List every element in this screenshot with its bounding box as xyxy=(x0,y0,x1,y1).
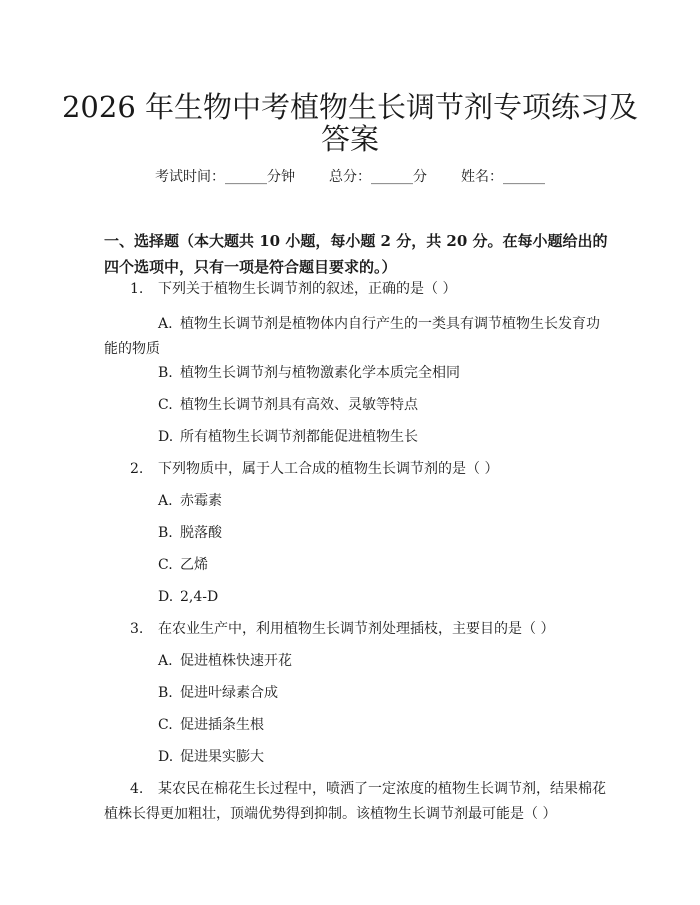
question-2-option-c xyxy=(104,553,612,578)
question-3-option-a xyxy=(104,649,612,674)
question-text: 下列关于植物生长调节剂的叙述，正确的是（ ） xyxy=(158,281,457,297)
option-letter: A. xyxy=(158,316,173,332)
option-text: 乙烯 xyxy=(180,557,208,573)
document-title-line-1: 2026 年生物中考植物生长调节剂专项练习及 xyxy=(61,90,639,124)
option-text: 促进叶绿素合成 xyxy=(180,685,278,701)
section-header-multiple-choice: 一、选择题（本大题共 10 小题，每小题 2 分，共 20 分。在每小题给出的四个选项中，只有一项是符合题目要求的。） xyxy=(104,232,608,276)
option-letter: B. xyxy=(158,365,173,381)
document-title-line-2: 答案 xyxy=(320,122,379,156)
option-letter: C. xyxy=(158,397,173,413)
option-letter: D. xyxy=(158,429,174,445)
option-text: 所有植物生长调节剂都能促进植物生长 xyxy=(180,429,418,445)
question-text: 在农业生产中，利用植物生长调节剂处理插枝，主要目的是（ ） xyxy=(158,621,555,637)
option-letter: C. xyxy=(158,717,173,733)
option-letter: A. xyxy=(158,493,173,509)
option-text: 2,4-D xyxy=(180,589,219,605)
option-letter: B. xyxy=(158,525,173,541)
option-letter: A. xyxy=(158,653,173,669)
option-text: 赤霉素 xyxy=(180,493,222,509)
question-1-option-c xyxy=(104,393,612,418)
exam-meta-row xyxy=(0,167,700,187)
option-text: 脱落酸 xyxy=(180,525,222,541)
question-1-option-a xyxy=(104,312,612,362)
total-score-field: 总分：______分 xyxy=(329,169,427,185)
question-3-option-c xyxy=(104,713,612,738)
question-3-option-d xyxy=(104,745,612,770)
question-number: 2. xyxy=(130,461,144,477)
option-letter: D. xyxy=(158,589,174,605)
option-text: 促进插条生根 xyxy=(180,717,264,733)
option-letter: C. xyxy=(158,557,173,573)
option-text: 促进植株快速开花 xyxy=(180,653,292,669)
option-text: 促进果实膨大 xyxy=(180,749,264,765)
question-1-option-b xyxy=(104,361,612,386)
question-1 xyxy=(104,277,612,302)
question-3 xyxy=(104,617,612,642)
option-text: 植物生长调节剂是植物体内自行产生的一类具有调节植物生长发育功能的物质 xyxy=(104,316,600,357)
student-name-field: 姓名：______ xyxy=(461,169,545,185)
question-2 xyxy=(104,457,612,482)
option-letter: B. xyxy=(158,685,173,701)
question-number: 4. xyxy=(130,781,144,797)
question-3-option-b xyxy=(104,681,612,706)
question-number: 3. xyxy=(130,621,144,637)
question-2-option-a xyxy=(104,489,612,514)
question-4 xyxy=(104,777,612,827)
option-letter: D. xyxy=(158,749,174,765)
question-2-option-b xyxy=(104,521,612,546)
question-1-option-d xyxy=(104,425,612,450)
option-text: 植物生长调节剂具有高效、灵敏等特点 xyxy=(180,397,418,413)
question-text: 下列物质中，属于人工合成的植物生长调节剂的是（ ） xyxy=(158,461,499,477)
question-2-option-d xyxy=(104,585,612,610)
exam-time-field: 考试时间：______分钟 xyxy=(155,169,295,185)
question-number: 1. xyxy=(130,281,144,297)
option-text: 植物生长调节剂与植物激素化学本质完全相同 xyxy=(180,365,460,381)
question-text: 某农民在棉花生长过程中，喷洒了一定浓度的植物生长调节剂，结果棉花植株长得更加粗壮，顶端优势得到抑制。该植物生长调节剂最可能是（ ） xyxy=(104,781,606,822)
